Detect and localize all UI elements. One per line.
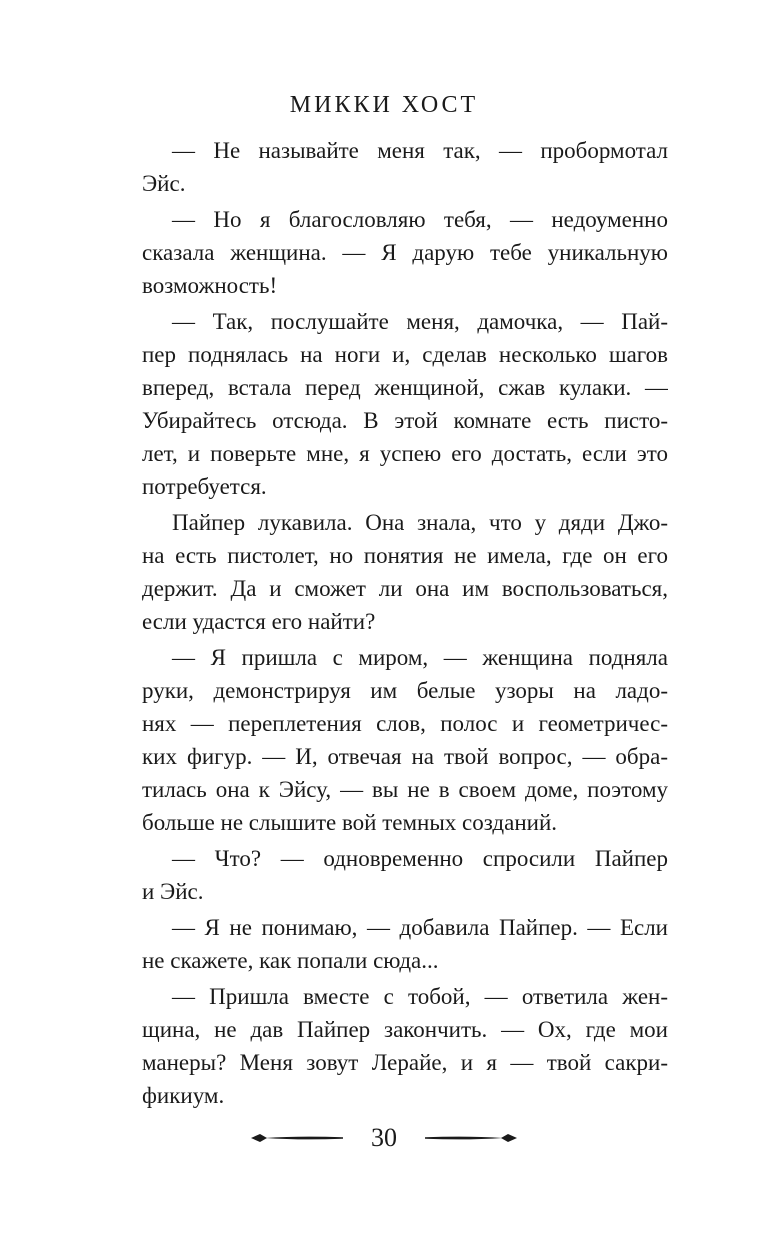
paragraph [142,980,668,1112]
paragraph [142,134,668,200]
page-number: 30 [371,1123,397,1152]
text-line: ких фигур. — И, отвечая на твой вопрос, — обра- [142,744,668,769]
text-line: тилась она к Эйсу, — вы не в своем доме, поэтому [142,777,668,802]
text-line: Пайпер лукавила. Она знала, что у дяди Джо- [172,510,668,535]
text-line: — Пришла вместе с тобой, — ответила жен- [172,984,668,1009]
text-line: если удастся его найти? [142,609,376,634]
ornamental-rule-left-icon [251,1132,343,1144]
text-line: потребуется. [142,474,267,499]
text-line: — Но я благословляю тебя, — недоуменно [172,207,668,232]
text-line: не скажете, как попали сюда... [142,948,439,973]
text-line: больше не слышите вой темных созданий. [142,810,558,835]
text-line: Эйс. [142,171,186,196]
text-line: — Не называйте меня так, — пробормотал [172,138,668,163]
text-line: — Так, послушайте меня, дамочка, — Пай- [172,309,668,334]
paragraph [142,203,668,302]
paragraph [142,506,668,638]
text-line: нях — переплетения слов, полос и геометричес- [142,711,668,736]
paragraph [142,911,668,977]
text-line: держит. Да и сможет ли она им воспользоваться, [142,576,668,601]
text-line: лет, и поверьте мне, я успею его достать, если это [142,441,668,466]
paragraph [142,842,668,908]
text-line: на есть пистолет, но понятия не имела, где он его [142,543,668,568]
text-line: — Я пришла с миром, — женщина подняла [172,645,668,670]
text-line: возможность! [142,273,278,298]
text-line: фикиум. [142,1083,225,1108]
text-line: Убирайтесь отсюда. В этой комнате есть писто- [142,408,668,433]
text-line: щина, не дав Пайпер закончить. — Ох, где мои [142,1017,668,1042]
text-line: сказала женщина. — Я дарую тебе уникальную [142,240,668,265]
text-line: вперед, встала перед женщиной, сжав кулаки. — [142,375,668,400]
ornamental-rule-right-icon [425,1132,517,1144]
text-line: манеры? Меня зовут Лерайе, и я — твой сакри- [142,1050,668,1075]
running-header: МИККИ ХОСТ [289,92,479,118]
page-footer [0,1118,768,1158]
body-text [142,134,668,1115]
paragraph [142,305,668,503]
text-line: — Что? — одновременно спросили Пайпер [172,846,668,871]
text-line: руки, демонстрируя им белые узоры на ладо- [142,678,668,703]
text-line: и Эйс. [142,879,204,904]
text-line: пер поднялась на ноги и, сделав несколько шагов [142,342,668,367]
text-line: — Я не понимаю, — добавила Пайпер. — Если [172,915,668,940]
paragraph [142,641,668,839]
